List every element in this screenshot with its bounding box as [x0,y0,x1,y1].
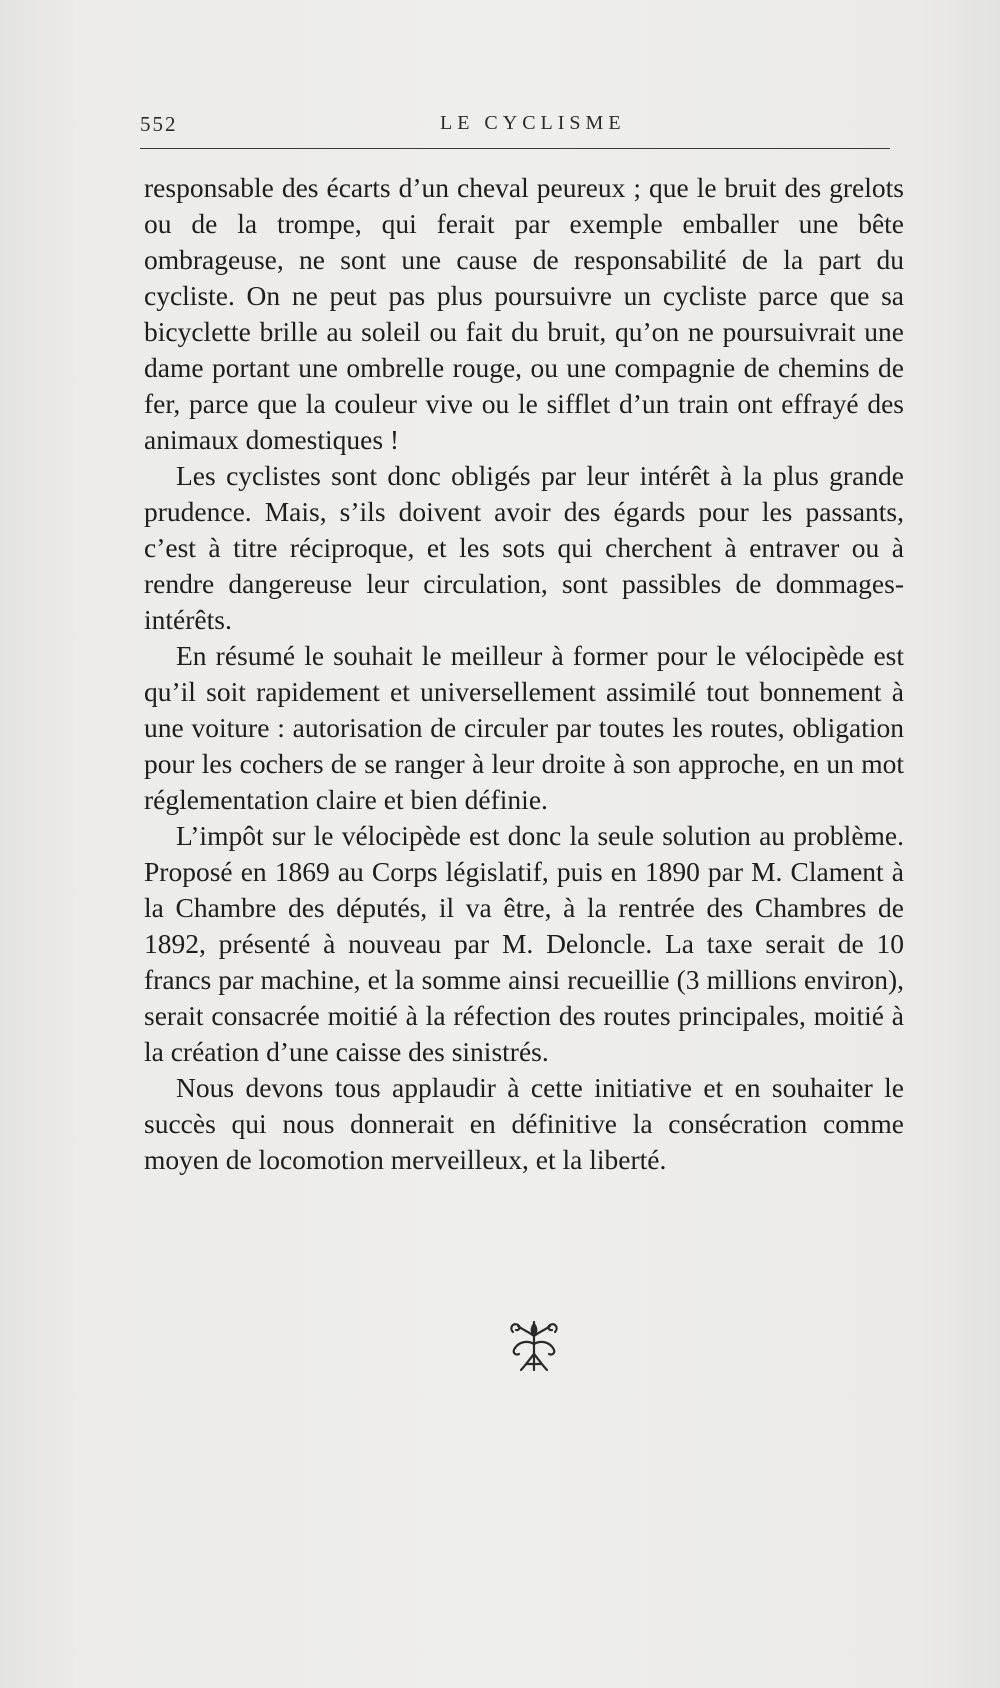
paragraph-2: Les cyclistes sont donc obligés par leur intérêt à la plus grande prudence. Mais, s’ils doivent avoir des égards pour les passants, c’est à titre réciproque, et les sots qui cherchent à entraver ou à rendre dangereuse leur circulation, sont passibles de dommages-intérêts. [144,460,904,635]
page-number: 552 [140,112,178,136]
paragraph-1: responsable des écarts d’un cheval peureux ; que le bruit des grelots ou de la trompe, qui ferait par exemple emballer une bête ombrageuse, ne sont une cause de responsabilité de la part du cycliste. On ne peut pas plus poursuivre un cycliste parce que sa bicyclette brille au soleil ou fait du bruit, qu’on ne poursuivrait une dame portant une ombrelle rouge, ou une compagnie de chemins de fer, parce que la couleur vive ou le sifflet d’un train ont effrayé des animaux domestiques ! [144,172,904,455]
paragraph-3: En résumé le souhait le meilleur à former pour le vélocipède est qu’il soit rapidement et universellement assimilé tout bonnement à une voiture : autorisation de circuler par toutes les routes, obligation pour les cochers de se ranger à leur droite à son approche, en un mot réglementation claire et bien définie. [144,640,904,815]
page-header [140,112,890,146]
fleuron-ornament-icon [505,1318,563,1376]
paragraph-5: Nous devons tous applaudir à cette initiative et en souhaiter le succès qui nous donnerait en définitive la consécration comme moyen de locomotion merveilleux, et la liberté. [144,1072,904,1175]
running-title: LE CYCLISME [440,112,626,134]
header-rule [140,148,890,149]
paragraph-4: L’impôt sur le vélocipède est donc la seule solution au problème. Proposé en 1869 au Corps législatif, puis en 1890 par M. Clament à la Chambre des députés, il va être, à la rentrée des Chambres de 1892, présenté à nouveau par M. Deloncle. La taxe serait de 10 francs par machine, et la somme ainsi recueillie (3 millions environ), serait consacrée moitié à la réfection des routes principales, moitié à la création d’une caisse des sinistrés. [144,820,904,1067]
body-text [144,170,904,1178]
